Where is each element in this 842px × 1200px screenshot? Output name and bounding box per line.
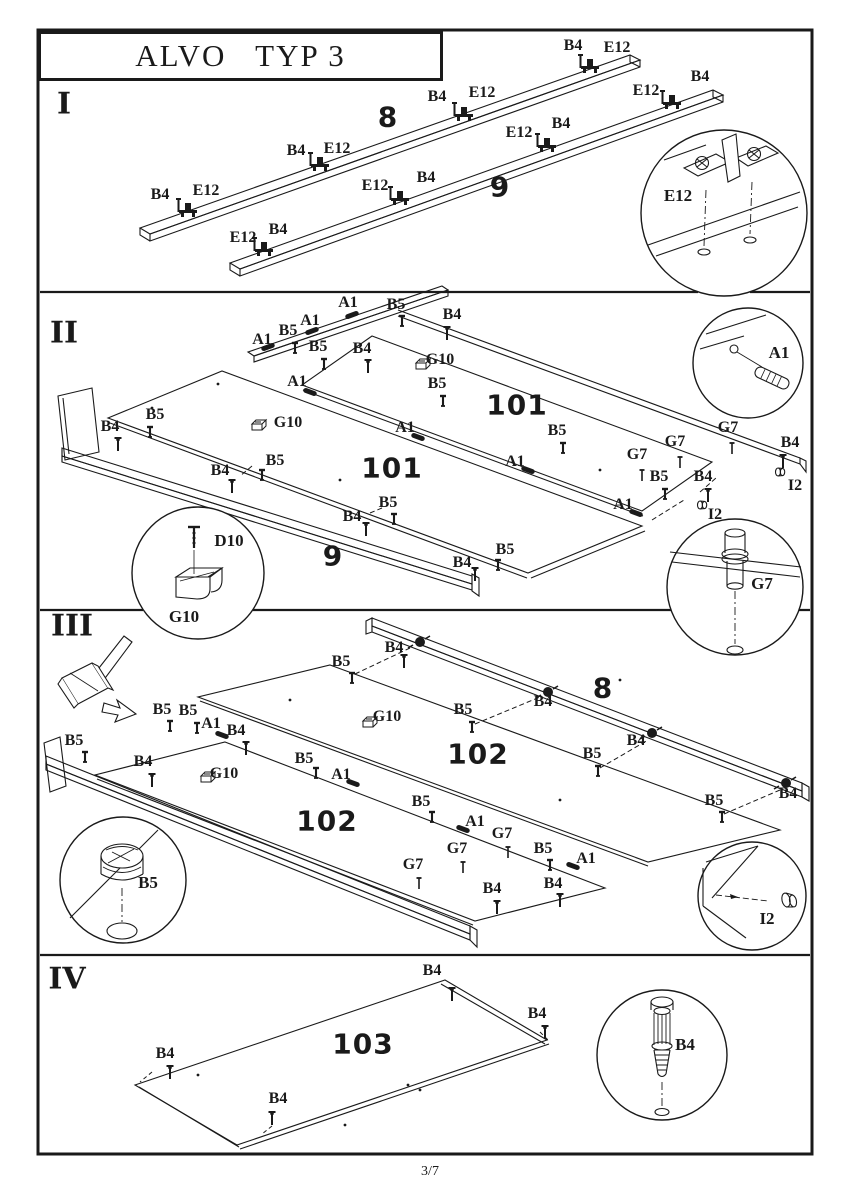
callout-b5: B5 — [378, 494, 398, 511]
callout-b4: B4 — [780, 434, 800, 451]
callout-a1: A1 — [300, 312, 320, 329]
callout-b4: B4 — [482, 880, 502, 897]
detail-label-i2: I2 — [759, 909, 775, 928]
detail-label-g7: G7 — [751, 574, 773, 593]
callout-b4: B4 — [422, 962, 442, 979]
detail-label-g10: G10 — [168, 607, 200, 626]
callout-g7: G7 — [664, 433, 686, 450]
page-title: ALVO TYP 3 — [135, 38, 346, 73]
callout-a1: A1 — [465, 813, 485, 830]
callout-b4: B4 — [226, 722, 246, 739]
callout-b5: B5 — [308, 338, 328, 355]
callout-b5: B5 — [265, 452, 285, 469]
callout-e12: E12 — [192, 182, 220, 199]
callout-b4: B4 — [286, 142, 306, 159]
callout-g10: G10 — [273, 414, 303, 431]
callout-g7: G7 — [491, 825, 513, 842]
callout-b4: B4 — [778, 785, 798, 802]
detail-circle-a1 — [693, 308, 803, 418]
step-4-numeral: IV — [48, 961, 86, 997]
part-number-103: 103 — [332, 1027, 394, 1061]
callout-b5: B5 — [649, 468, 669, 485]
callout-g7: G7 — [626, 446, 648, 463]
callout-b4: B4 — [155, 1045, 175, 1062]
callout-a1: A1 — [338, 294, 358, 311]
callout-b4: B4 — [442, 306, 462, 323]
callout-a1: A1 — [287, 373, 307, 390]
detail-circle-b5 — [60, 817, 186, 943]
callout-g10: G10 — [372, 708, 402, 725]
callout-b5: B5 — [178, 702, 198, 719]
title-box — [38, 31, 443, 81]
callout-b5: B5 — [547, 422, 567, 439]
callout-e12: E12 — [468, 84, 496, 101]
callout-b4: B4 — [268, 221, 288, 238]
callout-b4: B4 — [210, 462, 230, 479]
callout-e12: E12 — [323, 140, 351, 157]
callout-a1: A1 — [331, 766, 351, 783]
callout-b5: B5 — [533, 840, 553, 857]
callout-b4: B4 — [100, 418, 120, 435]
callout-b4: B4 — [452, 554, 472, 571]
callout-g7: G7 — [446, 840, 468, 857]
part-number-9: 9 — [489, 170, 511, 204]
detail-circle-b4 — [597, 990, 727, 1120]
callout-b5: B5 — [294, 750, 314, 767]
step-3-numeral: III — [50, 608, 94, 644]
detail-label-d10: D10 — [214, 531, 244, 550]
callout-b4: B4 — [551, 115, 571, 132]
detail-label-a1: A1 — [768, 343, 790, 362]
callout-e12: E12 — [229, 229, 257, 246]
callout-e12: E12 — [632, 82, 660, 99]
detail-circle-g7 — [667, 519, 803, 655]
callout-b4: B4 — [693, 468, 713, 485]
part-number-101: 101 — [486, 388, 548, 422]
part-number-101: 101 — [361, 451, 423, 485]
detail-label-e12: E12 — [663, 186, 693, 205]
callout-a1: A1 — [395, 419, 415, 436]
callout-g10: G10 — [209, 765, 239, 782]
detail-label-b4: B4 — [675, 1035, 695, 1054]
callout-a1: A1 — [613, 496, 633, 513]
callout-b4: B4 — [352, 340, 372, 357]
part-number-8: 8 — [592, 671, 614, 705]
callout-b4: B4 — [527, 1005, 547, 1022]
callout-e12: E12 — [361, 177, 389, 194]
callout-b5: B5 — [64, 732, 84, 749]
callout-a1: A1 — [201, 715, 221, 732]
detail-label-b5: B5 — [138, 873, 158, 892]
callout-b5: B5 — [453, 701, 473, 718]
callout-b5: B5 — [495, 541, 515, 558]
part-number-9: 9 — [322, 539, 344, 573]
callout-b4: B4 — [133, 753, 153, 770]
page-number: 3/7 — [421, 1164, 439, 1179]
callout-a1: A1 — [505, 453, 525, 470]
callout-b5: B5 — [152, 701, 172, 718]
callout-b4: B4 — [342, 508, 362, 525]
callout-e12: E12 — [505, 124, 533, 141]
callout-a1: A1 — [252, 331, 272, 348]
callout-b4: B4 — [563, 37, 583, 54]
part-number-8: 8 — [377, 100, 399, 134]
callout-b4: B4 — [626, 732, 646, 749]
callout-a1: A1 — [576, 850, 596, 867]
callout-g7: G7 — [402, 856, 424, 873]
direction-arrow — [102, 700, 136, 722]
callout-b4: B4 — [543, 875, 563, 892]
callout-b5: B5 — [278, 322, 298, 339]
step-4-drawing — [135, 980, 549, 1149]
hammer-icon — [58, 636, 132, 708]
callout-b5: B5 — [331, 653, 351, 670]
part-number-102: 102 — [296, 804, 358, 838]
callout-b4: B4 — [416, 169, 436, 186]
step-2-numeral: II — [49, 315, 79, 351]
callout-i2: I2 — [707, 506, 723, 523]
callout-e12: E12 — [603, 39, 631, 56]
step-1-numeral: I — [56, 86, 72, 122]
callout-b5: B5 — [386, 296, 406, 313]
callout-b5: B5 — [411, 793, 431, 810]
callout-b4: B4 — [427, 88, 447, 105]
callout-g10: G10 — [425, 351, 455, 368]
callout-b4: B4 — [690, 68, 710, 85]
callout-b4: B4 — [384, 639, 404, 656]
callout-b4: B4 — [268, 1090, 288, 1107]
callout-b4: B4 — [533, 693, 553, 710]
callout-b5: B5 — [145, 406, 165, 423]
callout-g7: G7 — [717, 419, 739, 436]
detail-circle-i2 — [698, 842, 806, 950]
detail-circle-e12 — [641, 130, 807, 296]
part-number-102: 102 — [447, 737, 509, 771]
callout-b5: B5 — [427, 375, 447, 392]
callout-b5: B5 — [582, 745, 602, 762]
callout-b4: B4 — [150, 186, 170, 203]
callout-i2: I2 — [787, 477, 803, 494]
callout-b5: B5 — [704, 792, 724, 809]
